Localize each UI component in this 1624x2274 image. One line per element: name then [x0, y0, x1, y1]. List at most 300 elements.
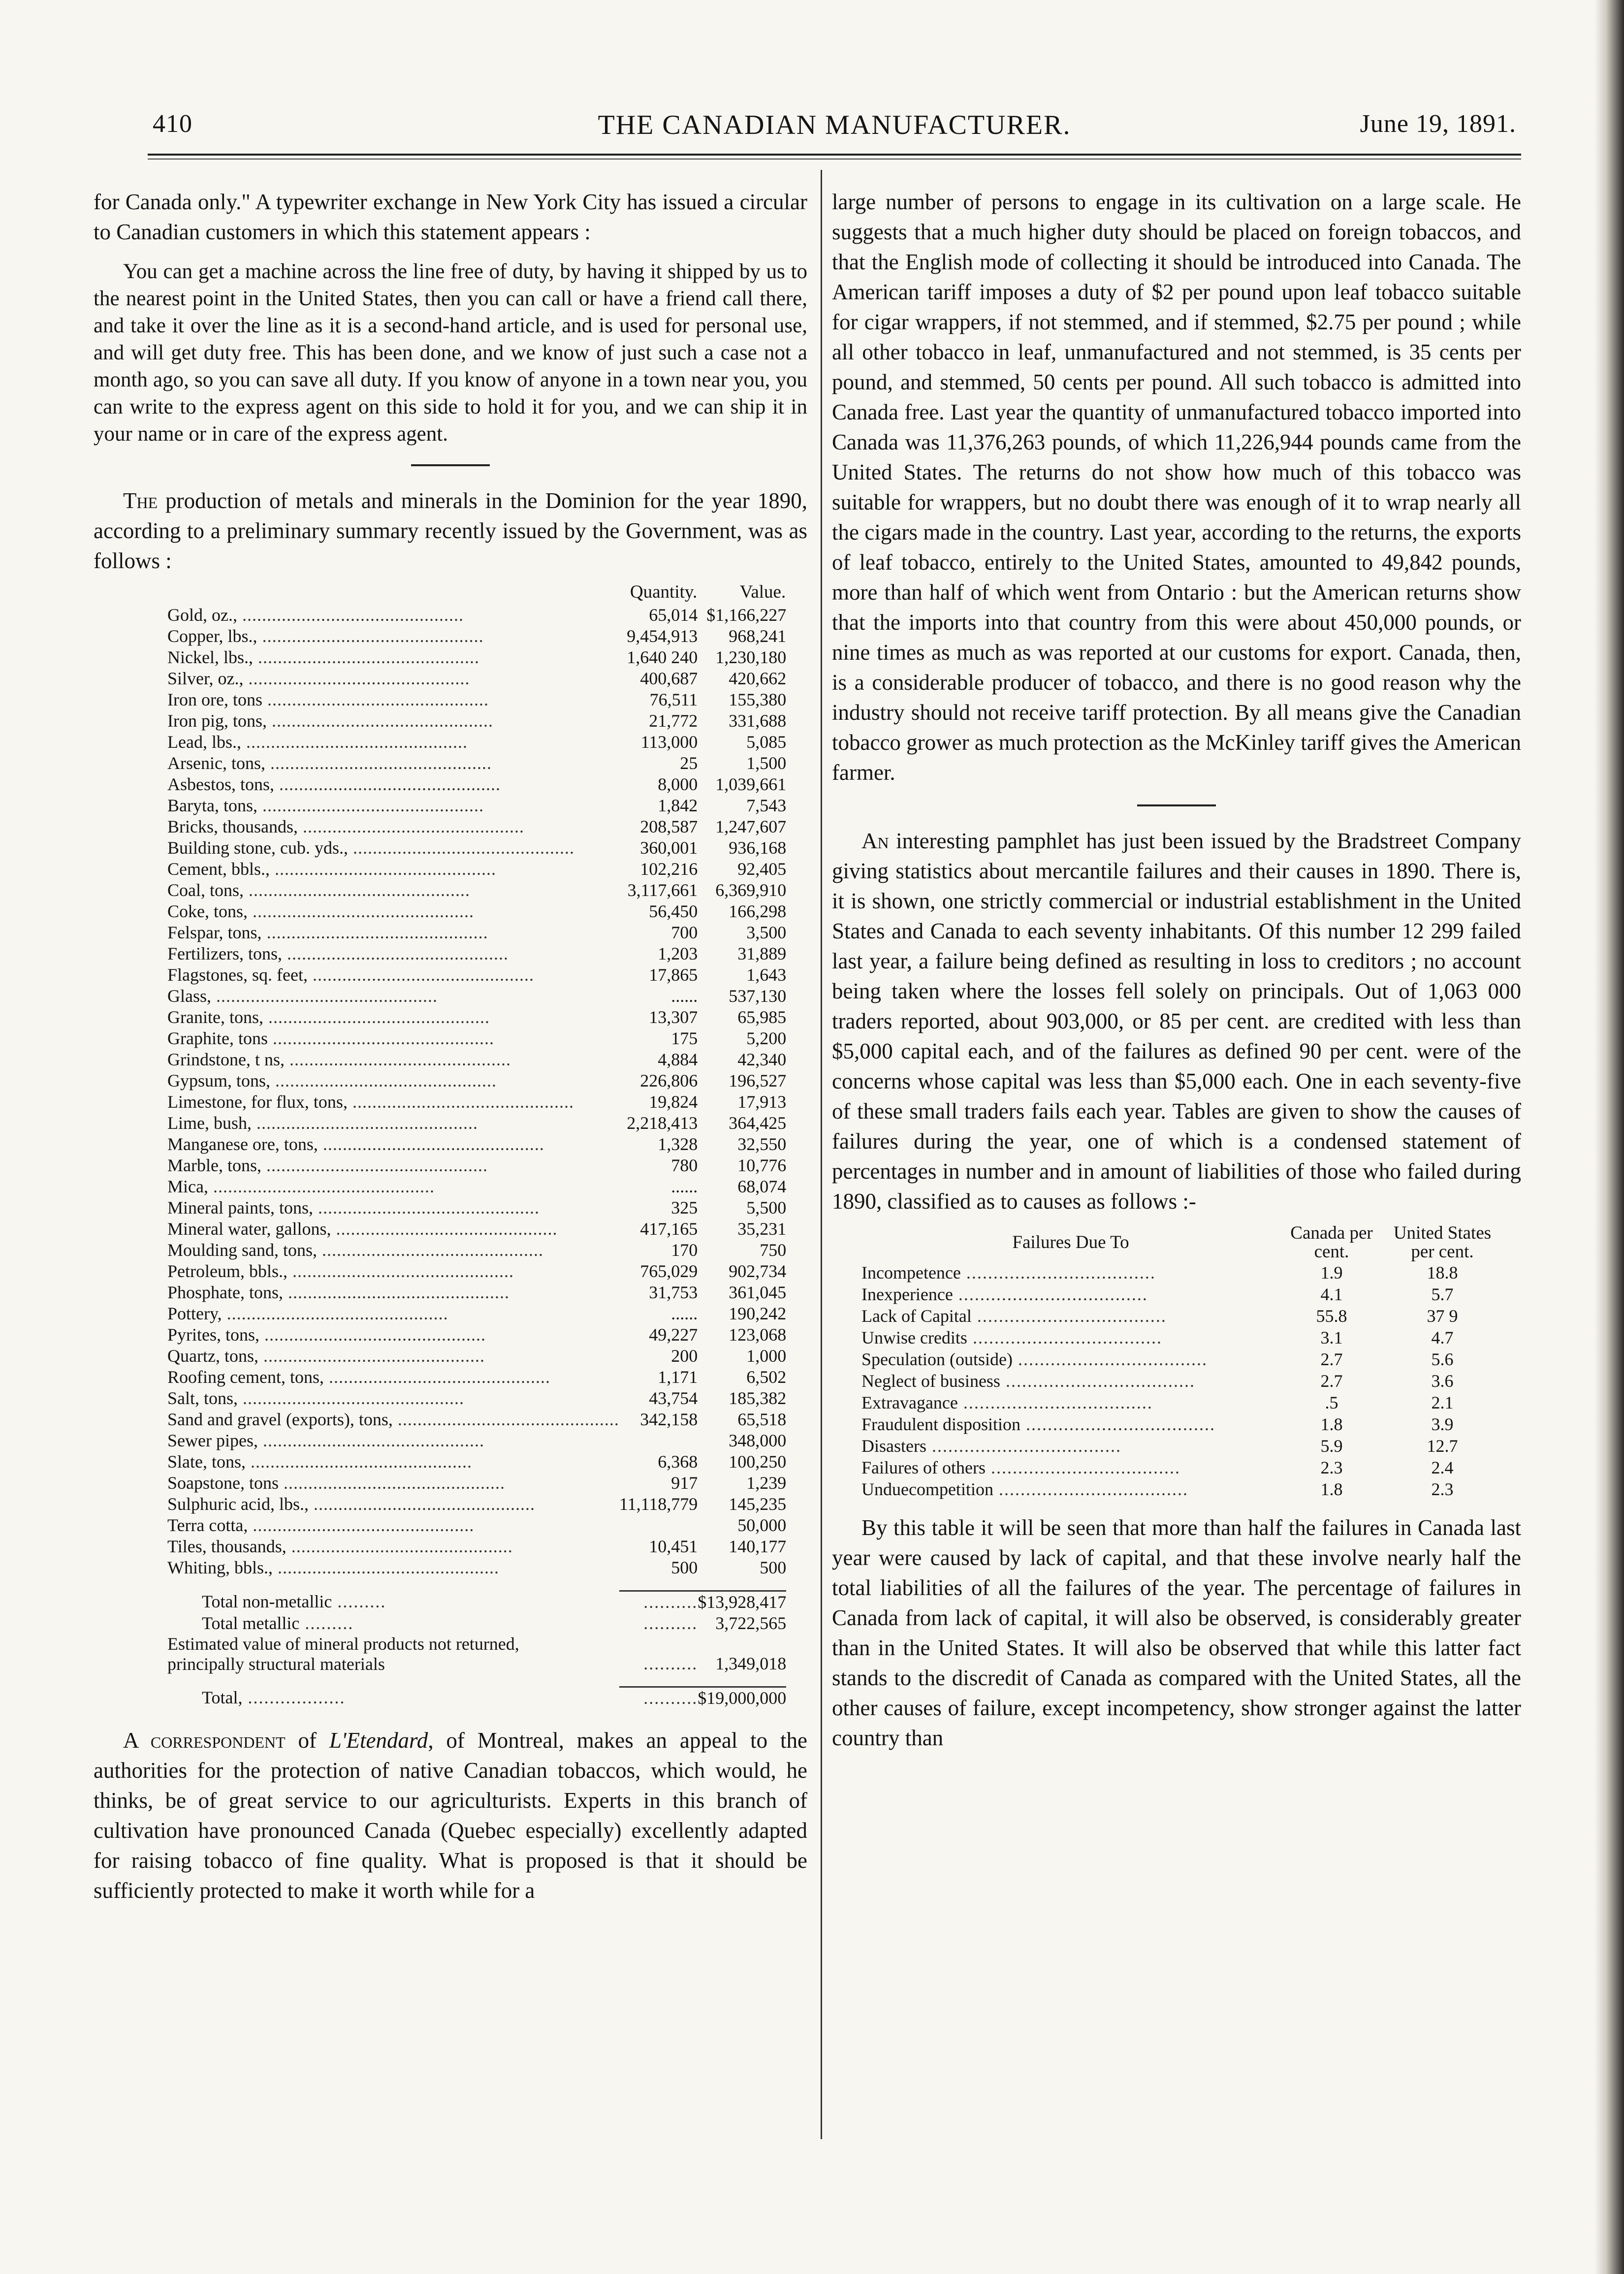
- mineral-quantity: 113,000: [640, 732, 698, 752]
- column-divider: [821, 170, 822, 2139]
- tobacco-continuation: large number of persons to engage in its cultivation on a large scale. He suggests that a much higher duty should be placed on foreign tobaccos, and that the English mode of collecting it should be introduced into Canada. The American tariff imposes a duty of $2 per pound upon leaf tobacco suitable for cigar wrappers, if not stemmed, and if stemmed, $2.75 per pound ; while all other tobacco in leaf, unmanufactured and not stemmed, is 35 cents per pound, and stemmed, 50 cents per pound. All such tobacco is admitted into Canada free. Last year the quantity of unmanufactured tobacco imported into Canada was 11,376,263 pounds, of which 11,226,944 pounds came from the United States. The returns do not show how much of this tobacco was suitable for wrappers, but no doubt there was enough of it to wrap nearly all the cigars made in the country. Last year, according to the returns, the exports of leaf tobacco, entirely to the United States, amounted to 49,842 pounds, more than half of which went from Ontario : but the American returns show that the imports into that country from this were about 450,000 pounds, or nine times as much as was reported at our customs for export. Canada, then, is a considerable producer of tobacco, and there is no good reason why the industry should not receive tariff protection. By all means give the Canadian tobacco grower as much protection as the McKinley tariff gives the American farmer.: [832, 190, 1521, 785]
- col-value: Value.: [739, 582, 786, 602]
- mineral-quantity: ......: [671, 986, 698, 1006]
- mineral-row: [167, 753, 786, 774]
- failure-cause-label: Failures of others: [861, 1458, 986, 1477]
- grand-total-value: $19,000,000: [698, 1687, 786, 1709]
- mineral-row: [167, 774, 786, 795]
- mineral-item-label: Building stone, cub. yds.,: [167, 838, 348, 858]
- failure-canada-pct: 4.1: [1320, 1284, 1343, 1304]
- mineral-item: Sand and gravel (exports), tons, .............................................: [167, 1409, 619, 1429]
- failure-canada-pct: 1.9: [1320, 1263, 1343, 1282]
- mineral-row: [167, 1134, 786, 1155]
- mineral-item: Petroleum, bbls., .............................................: [167, 1261, 514, 1281]
- failure-cause: Fraudulent disposition ...................................: [861, 1414, 1215, 1434]
- mineral-item-label: Sewer pipes,: [167, 1431, 258, 1450]
- failure-row: [861, 1262, 1501, 1283]
- pamphlet-text: interesting pamphlet has just been issued by the Bradstreet Company giving statistics about mercantile failures and their causes in 1890. There is, it is shown, one strictly commercial or industrial establishment in the United States and Canada to each seventy inhabitants. Of this number 12 299 failed last year, a failure being defined as resulting in loss to creditors ; no account being taken where the losses fell solely on principals. Out of 1,063 000 traders reported, about 903,000, or 85 per cent. are credited with less than $5,000 capital each, and of the failures as defined 90 per cent. were of the concerns whose capital was less than $5,000 each. One in each seventy-five of these small traders fails each year. Tables are given to show the causes of failures during the year, one of which is a condensed statement of percentages in number and in amount of liabilities of those who failed during 1890, classified as to causes as follows :-: [832, 829, 1521, 1214]
- correspondent-lead: A correspondent: [123, 1728, 286, 1753]
- mineral-item-label: Quartz, tons,: [167, 1346, 258, 1366]
- mineral-row: [167, 1557, 786, 1578]
- mineral-row: [167, 837, 786, 859]
- mineral-item-label: Nickel, lbs.,: [167, 647, 253, 667]
- mineral-value: 35,231: [737, 1219, 787, 1239]
- failure-canada-pct: 2.7: [1320, 1349, 1343, 1369]
- mineral-value: 65,985: [737, 1007, 787, 1027]
- mineral-item: Iron pig, tons, .............................................: [167, 711, 493, 731]
- mineral-row: [167, 1113, 786, 1134]
- failure-cause-label: Inexperience: [861, 1284, 953, 1304]
- mineral-item-label: Bricks, thousands,: [167, 817, 298, 836]
- mineral-item-label: Mineral water, gallons,: [167, 1219, 331, 1239]
- mineral-quantity: 1,640 240: [627, 647, 698, 667]
- mineral-quantity: [619, 1515, 698, 1536]
- mineral-item: Mica, .............................................: [167, 1177, 435, 1196]
- mineral-value: 32,550: [737, 1134, 787, 1154]
- mineral-quantity: 417,165: [640, 1219, 698, 1239]
- minerals-lead: The: [123, 488, 158, 513]
- failure-cause: Unduecompetition ...................................: [861, 1479, 1188, 1499]
- mineral-value: 1,500: [746, 753, 787, 773]
- mineral-value: 936,168: [729, 838, 787, 858]
- mineral-value: 1,247,607: [715, 817, 787, 836]
- mineral-item-label: Marble, tons,: [167, 1155, 261, 1175]
- mineral-item-label: Cement, bbls.,: [167, 859, 270, 879]
- failure-cause: Speculation (outside) ...................................: [861, 1349, 1208, 1369]
- mineral-item-label: Mineral paints, tons,: [167, 1198, 313, 1217]
- grand-total-row: Total, .................. .......... $19,000,000: [202, 1688, 787, 1708]
- col-failures-cause: Failures Due To: [1012, 1232, 1129, 1252]
- mineral-item-label: Baryta, tons,: [167, 796, 257, 815]
- mineral-value: 1,230,180: [715, 647, 787, 667]
- failure-row: [861, 1435, 1501, 1457]
- mineral-value: 42,340: [737, 1050, 787, 1069]
- mineral-row: [167, 1451, 786, 1473]
- mineral-value: $1,166,227: [706, 605, 787, 625]
- mineral-quantity: 11,118,779: [619, 1494, 698, 1514]
- mineral-quantity: 6,368: [658, 1452, 698, 1472]
- mineral-item: Mineral water, gallons, .............................................: [167, 1219, 558, 1239]
- mineral-item-label: Soapstone, tons: [167, 1473, 279, 1493]
- mineral-value: 750: [760, 1240, 787, 1260]
- mineral-quantity: 400,687: [640, 669, 698, 688]
- mineral-item-label: Slate, tons,: [167, 1452, 246, 1472]
- total-nonmetallic-label: Total non-metallic: [202, 1592, 332, 1612]
- mineral-row: [167, 1409, 786, 1430]
- mineral-value: 5,200: [746, 1028, 787, 1048]
- total-nonmetallic-row: Total non-metallic ......... .......... $13,928,417: [202, 1592, 787, 1612]
- mineral-row: [167, 880, 786, 901]
- mineral-row: [167, 1345, 786, 1367]
- mineral-quantity: 17,865: [649, 965, 698, 985]
- estimated-label: Estimated value of mineral products not returned, principally structural materials: [167, 1634, 519, 1674]
- mineral-row: [167, 1070, 786, 1091]
- mineral-item: Soapstone, tons .............................................: [167, 1473, 506, 1493]
- failure-us-pct: 3.6: [1431, 1371, 1454, 1391]
- failure-row: [861, 1283, 1501, 1305]
- mineral-value: 92,405: [737, 859, 787, 879]
- mineral-value: 1,000: [746, 1346, 787, 1366]
- mineral-item: Moulding sand, tons, .............................................: [167, 1240, 544, 1260]
- mineral-item: Iron ore, tons .............................................: [167, 690, 489, 709]
- mineral-item-label: Lead, lbs.,: [167, 732, 241, 752]
- failure-canada-pct: 2.7: [1320, 1371, 1343, 1391]
- mineral-row: [167, 647, 786, 668]
- mineral-item-label: Granite, tons,: [167, 1007, 263, 1027]
- mineral-item-label: Arsenic, tons,: [167, 753, 265, 773]
- mineral-item: Lime, bush, .............................................: [167, 1113, 478, 1133]
- mineral-quantity: ......: [671, 1177, 698, 1196]
- binding-edge: [1594, 0, 1624, 2274]
- mineral-item: Felspar, tons, .............................................: [167, 923, 488, 942]
- failure-us-pct: 2.3: [1431, 1479, 1454, 1499]
- total-metallic-row: Total metallic ......... .......... 3,722,565: [202, 1613, 787, 1633]
- mineral-quantity: 765,029: [640, 1261, 698, 1281]
- mineral-row: [167, 1473, 786, 1494]
- mineral-item: Arsenic, tons, .............................................: [167, 753, 492, 773]
- mineral-item-label: Glass,: [167, 986, 211, 1006]
- mineral-quantity: [619, 1430, 698, 1451]
- failure-us-pct: 18.8: [1427, 1263, 1458, 1282]
- failure-cause-label: Unduecompetition: [861, 1479, 993, 1499]
- mineral-value: 65,518: [737, 1409, 787, 1429]
- mineral-row: [167, 1430, 786, 1451]
- mineral-item-label: Lime, bush,: [167, 1113, 252, 1133]
- estimated-row: Estimated value of mineral products not returned, principally structural materials .......... 1,349,018: [167, 1634, 787, 1674]
- mineral-quantity: 76,511: [649, 690, 698, 709]
- mineral-item: Marble, tons, .............................................: [167, 1155, 488, 1175]
- mineral-quantity: 226,806: [640, 1071, 698, 1090]
- minerals-intro-text: production of metals and minerals in the Dominion for the year 1890, according to a preliminary summary recently issued by the Government, was as follows :: [94, 488, 807, 573]
- right-column: [832, 187, 1521, 1753]
- total-metallic-label: Total metallic: [202, 1613, 300, 1633]
- mineral-row: [167, 1515, 786, 1536]
- grand-total-label: Total,: [202, 1688, 243, 1708]
- total-nonmetallic-value: $13,928,417: [698, 1591, 786, 1613]
- mineral-value: 145,235: [729, 1494, 787, 1514]
- failure-canada-pct: 3.1: [1320, 1328, 1343, 1347]
- failure-row: [861, 1392, 1501, 1413]
- mineral-item-label: Graphite, tons: [167, 1028, 268, 1048]
- mineral-row: [167, 986, 786, 1007]
- mineral-value: 968,241: [729, 626, 787, 646]
- page-number: 410: [153, 110, 192, 138]
- publication-title: THE CANADIAN MANUFACTURER.: [598, 110, 1071, 140]
- failure-us-pct: 2.4: [1431, 1458, 1454, 1477]
- mineral-item: Baryta, tons, .............................................: [167, 796, 484, 815]
- mineral-row: [167, 1091, 786, 1113]
- col-united-states: United States per cent.: [1393, 1223, 1492, 1262]
- mineral-item-label: Tiles, thousands,: [167, 1537, 287, 1556]
- mineral-quantity: 325: [671, 1198, 698, 1217]
- mineral-value: 902,734: [729, 1261, 787, 1281]
- mineral-value: 361,045: [729, 1282, 787, 1302]
- mineral-quantity: 4,884: [658, 1050, 698, 1069]
- mineral-item: Glass, .............................................: [167, 986, 438, 1006]
- failure-row: [861, 1413, 1501, 1435]
- mineral-item-label: Petroleum, bbls.,: [167, 1261, 287, 1281]
- total-metallic-value: 3,722,565: [715, 1613, 787, 1633]
- failure-cause: Failures of others ...................................: [861, 1458, 1180, 1477]
- mineral-quantity: 1,203: [658, 944, 698, 963]
- mineral-row: [167, 922, 786, 943]
- failure-canada-pct: 5.9: [1320, 1436, 1343, 1456]
- mineral-item-label: Pottery,: [167, 1304, 222, 1323]
- failure-cause: Disasters ...................................: [861, 1436, 1121, 1456]
- mineral-quantity: 49,227: [649, 1325, 698, 1345]
- mineral-item-label: Copper, lbs.,: [167, 626, 257, 646]
- mineral-value: 155,380: [729, 690, 787, 709]
- failure-us-pct: 37 9: [1427, 1306, 1458, 1326]
- failure-us-pct: 5.7: [1431, 1284, 1454, 1304]
- mineral-quantity: 342,158: [640, 1409, 698, 1429]
- failure-canada-pct: 2.3: [1320, 1458, 1343, 1477]
- mineral-quantity: 1,171: [658, 1367, 698, 1387]
- failure-row: [861, 1327, 1501, 1348]
- mineral-row: [167, 943, 786, 964]
- mineral-value: 3,500: [746, 923, 787, 942]
- mineral-quantity: 102,216: [640, 859, 698, 879]
- mineral-quantity: 10,451: [649, 1537, 698, 1556]
- mineral-row: [167, 1240, 786, 1261]
- failures-table: [861, 1223, 1501, 1500]
- mineral-item: Lead, lbs., .............................................: [167, 732, 468, 752]
- mineral-item-label: Iron pig, tons,: [167, 711, 267, 731]
- mineral-quantity: 65,014: [649, 605, 698, 625]
- failure-us-pct: 5.6: [1431, 1349, 1454, 1369]
- mineral-item-label: Phosphate, tons,: [167, 1282, 284, 1302]
- mineral-row: [167, 859, 786, 880]
- mineral-quantity: ......: [671, 1304, 698, 1323]
- mineral-item-label: Salt, tons,: [167, 1388, 238, 1408]
- mineral-quantity: 500: [671, 1558, 698, 1577]
- mineral-item: Sulphuric acid, lbs., .............................................: [167, 1494, 535, 1514]
- left-column: [94, 187, 807, 1906]
- failure-cause-label: Incompetence: [861, 1263, 961, 1282]
- mineral-value: 1,643: [746, 965, 787, 985]
- mineral-item-label: Roofing cement, tons,: [167, 1367, 324, 1387]
- failures-rows: [861, 1262, 1501, 1500]
- mineral-row: [167, 795, 786, 816]
- mineral-quantity: 25: [680, 753, 698, 773]
- mineral-quantity: 13,307: [649, 1007, 698, 1027]
- failure-cause: Unwise credits ...................................: [861, 1328, 1162, 1347]
- mineral-item: Sewer pipes, .............................................: [167, 1431, 484, 1450]
- mineral-item: Terra cotta, .............................................: [167, 1515, 475, 1535]
- mineral-item-label: Silver, oz.,: [167, 669, 244, 688]
- mineral-row: [167, 1282, 786, 1303]
- mineral-quantity: 9,454,913: [627, 626, 698, 646]
- mineral-item-label: Sand and gravel (exports), tons,: [167, 1409, 393, 1429]
- mineral-row: [167, 1367, 786, 1388]
- mineral-quantity: 31,753: [649, 1282, 698, 1302]
- mineral-item-label: Iron ore, tons: [167, 690, 262, 709]
- mineral-quantity: 19,824: [649, 1092, 698, 1112]
- mineral-value: 31,889: [737, 944, 787, 963]
- mineral-item-label: Manganese ore, tons,: [167, 1134, 318, 1154]
- mineral-value: 68,074: [737, 1177, 787, 1196]
- mineral-row: [167, 710, 786, 732]
- failure-cause-label: Speculation (outside): [861, 1349, 1013, 1369]
- mineral-quantity: 175: [671, 1028, 698, 1048]
- mineral-item-label: Felspar, tons,: [167, 923, 262, 942]
- mineral-row: [167, 1028, 786, 1049]
- mineral-value: 100,250: [729, 1452, 787, 1472]
- mineral-row: [167, 1007, 786, 1028]
- failure-cause-label: Unwise credits: [861, 1328, 967, 1347]
- mineral-value: 348,000: [729, 1431, 787, 1450]
- mineral-row: [167, 668, 786, 689]
- mineral-item: Manganese ore, tons, .............................................: [167, 1134, 544, 1154]
- mineral-row: [167, 816, 786, 837]
- mineral-item: Bricks, thousands, .............................................: [167, 817, 524, 836]
- mineral-item-label: Pyrites, tons,: [167, 1325, 260, 1345]
- mineral-row: [167, 1388, 786, 1409]
- mineral-value: 1,039,661: [715, 774, 787, 794]
- mineral-item: Mineral paints, tons, .............................................: [167, 1198, 540, 1217]
- mineral-quantity: 1,328: [658, 1134, 698, 1154]
- mineral-item: Copper, lbs., .............................................: [167, 626, 484, 646]
- mineral-item: Pyrites, tons, .............................................: [167, 1325, 486, 1345]
- mineral-item-label: Asbestos, tons,: [167, 774, 275, 794]
- mineral-item: Roofing cement, tons, .............................................: [167, 1367, 550, 1387]
- estimated-value: 1,349,018: [715, 1654, 787, 1673]
- failure-cause-label: Fraudulent disposition: [861, 1414, 1020, 1434]
- mineral-value: 420,662: [729, 669, 787, 688]
- mineral-item: Silver, oz., .............................................: [167, 669, 470, 688]
- failure-row: [861, 1348, 1501, 1370]
- pamphlet-lead: An: [861, 829, 889, 853]
- mineral-item: Grindstone, t ns, .............................................: [167, 1050, 511, 1069]
- mineral-value: 10,776: [737, 1155, 787, 1175]
- mineral-item: Coal, tons, .............................................: [167, 880, 471, 900]
- failure-row: [861, 1457, 1501, 1478]
- mineral-quantity: 700: [671, 923, 698, 942]
- mineral-row: [167, 689, 786, 710]
- failure-cause: Lack of Capital ...................................: [861, 1306, 1167, 1326]
- mineral-value: 537,130: [729, 986, 787, 1006]
- mineral-quantity: 200: [671, 1346, 698, 1366]
- mineral-row: [167, 605, 786, 626]
- mineral-item-label: Whiting, bbls.,: [167, 1558, 273, 1577]
- article-separator: [411, 464, 490, 466]
- mineral-row: [167, 732, 786, 753]
- mineral-quantity: 2,218,413: [627, 1113, 698, 1133]
- typewriter-quote: You can get a machine across the line free of duty, by having it shipped by us to the nearest point in the United States, then you can call or have a friend call there, and take it over the line as it is a second-hand article, and is used for personal use, and will get duty free. This has been done, and we know of just such a case not a month ago, so you can save all duty. If you know of anyone in a town near you, you can write to the express agent on this side to hold it for you, and we can ship it in your name or in care of the express agent.: [94, 260, 807, 446]
- mineral-item-label: Terra cotta,: [167, 1515, 248, 1535]
- mineral-item: Gypsum, tons, .............................................: [167, 1071, 497, 1090]
- mineral-value: 5,085: [746, 732, 787, 752]
- issue-date: June 19, 1891.: [1360, 110, 1516, 138]
- failure-cause-label: Neglect of business: [861, 1371, 1000, 1391]
- mineral-quantity: 1,842: [658, 796, 698, 815]
- mineral-value: 190,242: [729, 1304, 787, 1323]
- conclusion-paragraph: By this table it will be seen that more than half the failures in Canada last year were caused by lack of capital, and that these involve nearly half the total liabilities of all the failures of the year. The percentage of failures in Canada from lack of capital, it will also be observed, is considerably greater than in the United States. It will also be observed that while this latter fact stands to the discredit of Canada as compared with the United States, all the other causes of failure, except incompetency, show stronger against the latter country than: [832, 1515, 1521, 1750]
- mineral-row: [167, 1536, 786, 1557]
- header-rule: [148, 154, 1521, 156]
- mineral-quantity: 8,000: [658, 774, 698, 794]
- mineral-value: 140,177: [729, 1537, 787, 1556]
- mineral-quantity: 43,754: [649, 1388, 698, 1408]
- mineral-item: Quartz, tons, .............................................: [167, 1346, 485, 1366]
- correspondent-paragraph: [94, 1726, 807, 1906]
- mineral-item-label: Gypsum, tons,: [167, 1071, 271, 1090]
- mineral-row: [167, 1324, 786, 1345]
- mineral-value: 5,500: [746, 1198, 787, 1217]
- mineral-row: [167, 1261, 786, 1282]
- failure-us-pct: 12.7: [1427, 1436, 1458, 1456]
- mineral-quantity: 208,587: [640, 817, 698, 836]
- failure-row: [861, 1305, 1501, 1327]
- mineral-row: [167, 1176, 786, 1197]
- page-header: [153, 109, 1516, 154]
- mineral-row: [167, 1155, 786, 1176]
- failure-canada-pct: 1.8: [1320, 1414, 1343, 1434]
- mineral-item: Flagstones, sq. feet, .............................................: [167, 965, 534, 985]
- correspondent-text: , of Montreal, makes an appeal to the authorities for the protection of native Canadian tobaccos, which would, he thinks, be of great service to our agriculturists. Experts in this branch of cultivation have pronounced Canada (Quebec especially) excellently adapted for raising tobacco of fine quality. What is proposed is that it should be sufficiently protected to make it worth while for a: [94, 1728, 807, 1903]
- failure-us-pct: 4.7: [1431, 1328, 1454, 1347]
- col-canada: Canada per cent.: [1290, 1223, 1373, 1262]
- failure-cause-label: Disasters: [861, 1436, 926, 1456]
- mineral-value: 196,527: [729, 1071, 787, 1090]
- pamphlet-paragraph: [832, 826, 1521, 1217]
- mineral-item-label: Gold, oz.,: [167, 605, 237, 625]
- mineral-quantity: 21,772: [649, 711, 698, 731]
- mineral-row: [167, 1049, 786, 1070]
- mineral-item-label: Mica,: [167, 1177, 208, 1196]
- minerals-rows: [167, 605, 786, 1578]
- minerals-table: [167, 581, 786, 1709]
- mineral-quantity: 360,001: [640, 838, 698, 858]
- mineral-item-label: Limestone, for flux, tons,: [167, 1092, 348, 1112]
- mineral-value: 6,369,910: [715, 880, 787, 900]
- mineral-quantity: 3,117,661: [627, 880, 698, 900]
- failure-cause: Inexperience ...................................: [861, 1284, 1148, 1304]
- mineral-item: Graphite, tons .............................................: [167, 1028, 494, 1048]
- mineral-item-label: Sulphuric acid, lbs.,: [167, 1494, 309, 1514]
- mineral-item: Gold, oz., .............................................: [167, 605, 464, 625]
- mineral-value: 500: [760, 1558, 787, 1577]
- failure-cause-label: Extravagance: [861, 1393, 958, 1412]
- failure-canada-pct: .5: [1325, 1393, 1338, 1412]
- mineral-item: Cement, bbls., .............................................: [167, 859, 496, 879]
- failure-cause: Extravagance ...................................: [861, 1393, 1153, 1412]
- mineral-item: Tiles, thousands, .............................................: [167, 1537, 513, 1556]
- mineral-item: Salt, tons, .............................................: [167, 1388, 465, 1408]
- mineral-value: 50,000: [737, 1515, 787, 1535]
- mineral-quantity: 170: [671, 1240, 698, 1260]
- mineral-quantity: 56,450: [649, 901, 698, 921]
- mineral-row: [167, 1494, 786, 1515]
- typewriter-intro: for Canada only." A typewriter exchange in New York City has issued a circular to Canadian customers in which this statement appears :: [94, 190, 807, 244]
- failure-cause: Incompetence ...................................: [861, 1263, 1156, 1282]
- mineral-item-label: Flagstones, sq. feet,: [167, 965, 308, 985]
- mineral-item-label: Coke, tons,: [167, 901, 248, 921]
- mineral-row: [167, 1197, 786, 1218]
- failure-row: [861, 1370, 1501, 1392]
- mineral-item-label: Moulding sand, tons,: [167, 1240, 318, 1260]
- failure-us-pct: 3.9: [1431, 1414, 1454, 1434]
- col-quantity: Quantity.: [630, 582, 698, 602]
- mineral-value: 166,298: [729, 901, 787, 921]
- failure-row: [861, 1478, 1501, 1500]
- correspondent-of: of: [285, 1728, 329, 1753]
- mineral-quantity: 780: [671, 1155, 698, 1175]
- mineral-value: 364,425: [729, 1113, 787, 1133]
- mineral-item: Fertilizers, tons, .............................................: [167, 944, 509, 963]
- mineral-item: Pottery, .............................................: [167, 1304, 448, 1323]
- mineral-item: Whiting, bbls., .............................................: [167, 1558, 499, 1577]
